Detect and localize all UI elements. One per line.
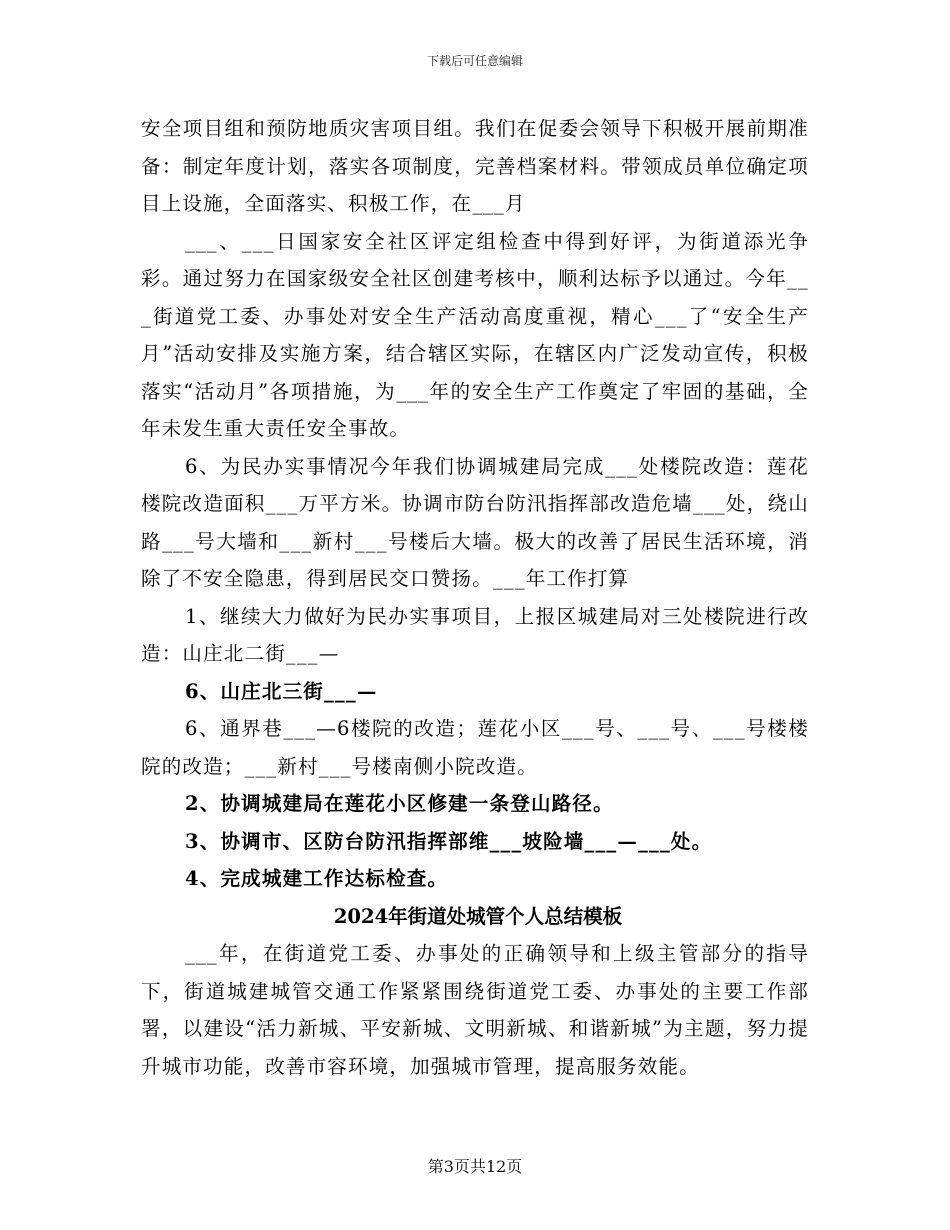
paragraph-3: 6、为民办实事情况今年我们协调城建局完成___处楼院改造：莲花楼院改造面积___万平方米。协调市防台防汛指挥部改造危墙___处，绕山路___号大墙和___新村___号楼后大墙。极大的改善了居民生活环境，消除了不安全隐患，得到居民交口赞扬。___年工作打算 (141, 454, 809, 590)
paragraph-7: 2、协调城建局在莲花小区修建一条登山路径。 (185, 792, 614, 815)
section-title: 2024年街道处城管个人总结模板 (333, 904, 623, 928)
paragraph-8: 3、协调市、区防台防汛指挥部维___坡险墙___—___处。 (185, 829, 713, 853)
closing-paragraph: ___年，在街道党工委、办事处的正确领导和上级主管部分的指导下，街道城建城管交通工作紧紧围绕街道党工委、办事处的主要工作部署，以建设“活力新城、平安新城、文明新城、和谐新城”为主题，努力提升城市功能，改善市容环境，加强城市管理，提高服务效能。 (141, 942, 809, 1078)
document-body (141, 110, 809, 1085)
page-header: 下载后可任意编辑 (426, 54, 523, 68)
paragraph-2: ___、___日国家安全社区评定组检查中得到好评，为街道添光争彩。通过努力在国家级安全社区创建考核中，顺利达标予以通过。今年___街道党工委、办事处对安全生产活动高度重视，精心___了“安全生产月”活动安排及实施方案，结合辖区实际，在辖区内广泛发动宣传，积极落实“活动月”各项措施，为___年的安全生产工作奠定了牢固的基础，全年未发生重大责任安全事故。 (141, 229, 809, 440)
paragraph-4: 1、继续大力做好为民办实事项目，上报区城建局对三处楼院进行改造：山庄北二街___— (141, 604, 809, 665)
paragraph-6: 6、通界巷___—6楼院的改造；莲花小区___号、___号、___号楼楼院的改造；___新村___号楼南侧小院改造。 (141, 717, 809, 778)
paragraph-1: 安全项目组和预防地质灾害项目组。我们在促委会领导下积极开展前期准备：制定年度计划，落实各项制度，完善档案材料。带领成员单位确定项目上设施，全面落实、积极工作，在___月 (141, 117, 809, 215)
paragraph-9: 4、完成城建工作达标检查。 (185, 867, 449, 890)
paragraph-5: 6、山庄北三街___— (185, 679, 378, 703)
page-footer: 第3页共12页 (427, 1157, 523, 1176)
